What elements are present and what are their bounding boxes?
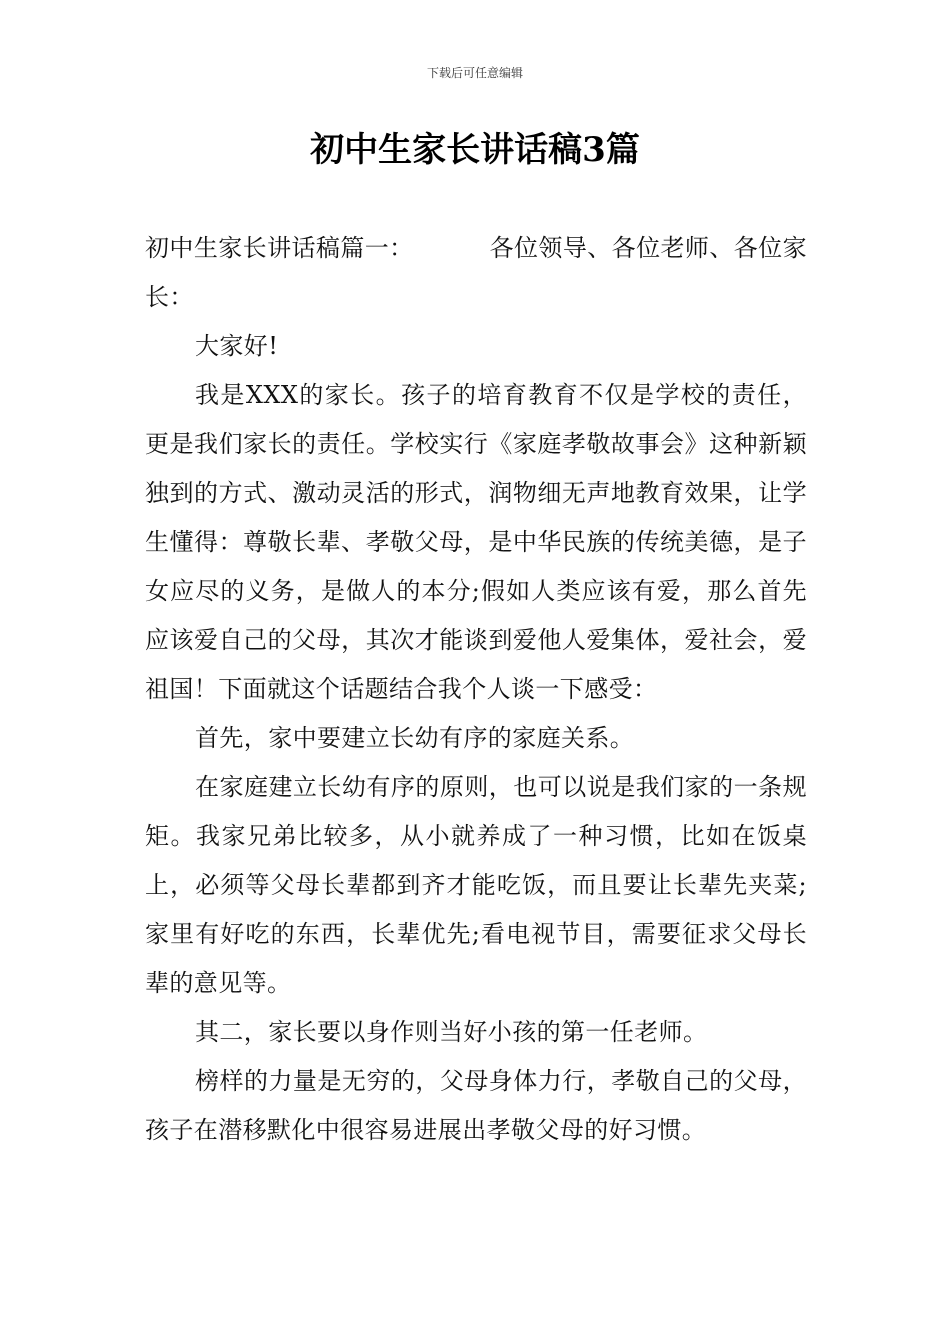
paragraph-point-one: 首先，家中要建立长幼有序的家庭关系。 [195,724,635,752]
section-heading: 初中生家长讲话稿篇一： [145,234,414,262]
page-header-note: 下载后可任意编辑 [426,66,523,80]
document-body [145,224,807,1155]
paragraph-point-two: 其二，家长要以身作则当好小孩的第一任老师。 [195,1018,708,1046]
paragraph-point-two-detail: 榜样的力量是无穷的，父母身体力行，孝敬自己的父母，孩子在潜移默化中很容易进展出孝敬父母的好习惯。 [145,1067,807,1144]
paragraph-introduction: 我是XXX的家长。孩子的培育教育不仅是学校的责任，更是我们家长的责任。学校实行《家庭孝敬故事会》这种新颖独到的方式、激动灵活的形式，润物细无声地教育效果，让学生懂得：尊敬长辈、孝敬父母，是中华民族的传统美德，是子女应尽的义务，是做人的本分;假如人类应该有爱，那么首先应该爱自己的父母，其次才能谈到爱他人爱集体，爱社会，爱祖国！下面就这个话题结合我个人谈一下感受： [145,381,807,703]
section-heading-line [145,224,807,322]
opening-salutation: 各位领导、各位老师、各位家长： [145,234,807,311]
paragraph-greeting: 大家好! [195,332,279,360]
document-title: 初中生家长讲话稿3篇 [310,130,640,170]
paragraph-point-one-detail: 在家庭建立长幼有序的原则，也可以说是我们家的一条规矩。我家兄弟比较多，从小就养成了一种习惯，比如在饭桌上，必须等父母长辈都到齐才能吃饭，而且要让长辈先夹菜;家里有好吃的东西，长辈优先;看电视节目，需要征求父母长辈的意见等。 [145,773,807,997]
